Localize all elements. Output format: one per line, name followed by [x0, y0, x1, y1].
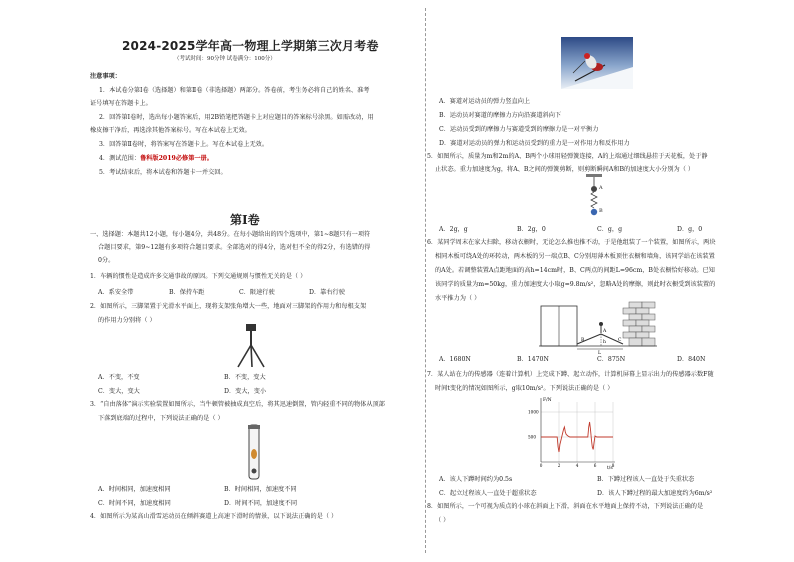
- brick-wall: [623, 302, 655, 346]
- q1-option-d: D．靠右行驶: [309, 289, 345, 296]
- q6-option-d: D．840N: [677, 356, 706, 363]
- q3-stem-1: 3．“自由落体”演示实验装置如图所示，当牛顿管被抽成真空后，将其迅速倒置，管内轻重不同的物体从顶部: [90, 401, 385, 408]
- chart-xlabel: t/s: [607, 466, 613, 471]
- test-scope: 鲁科版2019必修第一册。: [140, 155, 213, 162]
- q3-option-c: C．时间不同，加速度相同: [98, 500, 171, 507]
- notice-item-5: 5．考试结束后，将本试卷和答题卡一并交回。: [99, 169, 227, 176]
- q7-option-a: A．该人下蹲时间约为0.5s: [439, 476, 513, 483]
- q5-label-a: A: [599, 185, 603, 191]
- q1-option-c: C．限速行驶: [239, 289, 275, 296]
- q4-option-b: B．运动员对赛道的摩擦力方向沿赛道斜向下: [439, 112, 562, 119]
- page-title: 2024-2025学年高一物理上学期第三次月考卷: [122, 39, 379, 53]
- q6-line-3: 的A处。若调整装置A点距地面的高h=14cm时，B、C两点的间距L=96cm，B处衣橱恰好移动。已知: [435, 267, 715, 274]
- q2-option-b: B．不变，变大: [224, 374, 266, 381]
- notice-item-4: [99, 154, 213, 163]
- q3-option-d: D．时间不同，加速度不同: [224, 500, 298, 507]
- q6-option-c: C．875N: [597, 356, 626, 363]
- q6-label-c: C: [618, 338, 622, 343]
- q2-option-d: D．变大，变小: [224, 388, 267, 395]
- notice-heading: 注意事项：: [90, 73, 121, 80]
- q6-line-1: 6．某同学周末在家大扫除，移动衣橱时，无论怎么推也推不动，于是他组装了一个装置，如图所示，两块: [427, 239, 716, 246]
- newton-tube-figure: [244, 424, 266, 480]
- q1-option-b: B．保持车距: [169, 289, 205, 296]
- q7-option-b: B．下蹲过程该人一直处于失重状态: [597, 476, 695, 483]
- force-time-chart: [527, 394, 619, 470]
- q6-label-b: B: [581, 338, 585, 343]
- q2-option-c: C．变大，变大: [98, 388, 140, 395]
- x-tick-label: 0: [539, 463, 543, 468]
- q3-stem-2: 下落到底端的过程中，下列说法正确的是（ ）: [98, 415, 224, 422]
- q5-option-d: D．g，0: [677, 226, 703, 233]
- instructions-line-1: 一、选择题：本题共12小题，每小题4分，共48分。在每小题给出的四个选项中，第1~8题只有一项符: [90, 231, 371, 238]
- q6-line-4: 该同学的质量为m=50kg，重力加速度大小取g=9.8m/s²，忽略A处的摩擦，则此时衣橱受到该装置的: [435, 281, 716, 288]
- q3-option-a: A．时间相同，加速度相同: [98, 486, 171, 493]
- q5-option-a: A．2g，g: [439, 226, 468, 233]
- notice-item-1b: 证号填写在答题卡上。: [90, 100, 152, 107]
- q7-line-2: 时间t变化的情况如图所示，g取10m/s²。下列说法正确的是（ ）: [435, 385, 614, 392]
- right-column: [427, 0, 757, 562]
- camera-shape: [246, 324, 256, 331]
- x-tick-label: 8: [611, 463, 615, 468]
- q1-option-a: A．系安全带: [98, 289, 134, 296]
- q6-label-a: A: [603, 329, 607, 334]
- q5-line-1: 5．如图所示，质量为m和2m的A、B两个小球用轻弹簧连接，A的上端通过细线悬挂于天花板，处于静: [427, 153, 708, 160]
- coin-shape: [252, 469, 257, 474]
- skier-photo: [561, 37, 633, 89]
- notice-item-3: 3．回答第Ⅱ卷时，将答案写在答题卡上。写在本试卷上无效。: [99, 141, 269, 148]
- q2-stem-1: 2．如图所示，三脚架置于光滑水平面上，现将支架张角增大一些，地面对三脚架的作用力和每根支架: [90, 303, 367, 310]
- q8-line-1: 8．如图所示，一个可视为质点的小球在斜面上下滑，斜面在水平地面上保持不动，下列说法正确的是: [427, 503, 704, 510]
- q7-line-1: 7．某人站在力的传感器（连着计算机）上完成下蹲、起立动作，计算机屏幕上显示出力的传感器示数F随: [427, 371, 714, 378]
- notice-item-4-label: 4．测试范围：: [99, 155, 141, 162]
- x-tick-label: 6: [593, 463, 597, 468]
- q5-option-b: B．2g，0: [517, 226, 546, 233]
- q5-option-c: C．g，g: [597, 226, 623, 233]
- q2-stem-2: 的作用力分别将（ ）: [98, 317, 156, 324]
- q5-line-2: 止状态。重力加速度为g，将A、B之间的弹簧剪断，则剪断瞬间A和B的加速度大小分别为（ ）: [435, 166, 695, 173]
- q4-option-c: C．运动员受到的摩擦力与赛道受到的摩擦力是一对平衡力: [439, 126, 599, 133]
- q8-line-2: （ ）: [435, 517, 450, 524]
- q7-option-c: C．起立过程该人一直处于超重状态: [439, 490, 537, 497]
- q3-option-b: B．时间相同，加速度不同: [224, 486, 297, 493]
- q6-option-a: A．1680N: [439, 356, 471, 363]
- notice-item-2: 2．回答第Ⅰ卷时，选出每小题答案后，用2B铅笔把答题卡上对应题目的答案标号涂黑。如需改动，用: [99, 114, 374, 121]
- x-tick-label: 2: [557, 463, 561, 468]
- feather-shape: [251, 449, 257, 459]
- instructions-line-3: 0分。: [98, 257, 115, 264]
- q4-option-d: D．赛道对运动员的弹力和运动员受到的重力是一对作用力和反作用力: [439, 140, 630, 147]
- y-tick-label: 1000: [528, 409, 539, 415]
- q6-label-h: h: [603, 340, 606, 345]
- exam-subtitle: （考试时间：90分钟 试卷满分：100分）: [174, 56, 276, 62]
- instructions-line-2: 合题目要求，第9~12题有多项符合题目要求。全部选对的得4分，选对但不全的得2分，有选错的得: [98, 244, 371, 251]
- notice-item-2b: 橡皮擦干净后，再选涂其他答案标号。写在本试卷上无效。: [90, 127, 251, 134]
- notice-item-1: 1．本试卷分第Ⅰ卷（选择题）和第Ⅱ卷（非选择题）两部分。答卷前，考生务必将自己的姓名、准考: [99, 87, 370, 94]
- wardrobe-figure: [539, 300, 657, 356]
- q2-option-a: A．不变，不变: [98, 374, 140, 381]
- y-tick-label: 500: [528, 434, 536, 440]
- column-divider: [425, 8, 426, 553]
- section-heading: 第Ⅰ卷: [230, 213, 260, 227]
- left-column: [84, 0, 420, 562]
- x-tick-label: 4: [575, 463, 579, 468]
- tripod-figure: [234, 323, 268, 369]
- q6-option-b: B．1470N: [517, 356, 549, 363]
- q1-stem: 1．车辆的惯性是造成许多交通事故的原因。下列交通规则与惯性无关的是（ ）: [90, 273, 307, 280]
- q6-line-2: 相同木板可绕A处的环转动，两木板的另一端点B、C分别用薄木板顶住衣橱和墙角，该同学站在该装置: [435, 253, 715, 260]
- q7-option-d: D．该人下蹲过程的最大加速度约为6m/s²: [597, 490, 713, 497]
- q5-label-b: B: [599, 208, 603, 214]
- q6-line-5: 水平推力为（ ）: [435, 295, 481, 302]
- q4-stem: 4．如图所示为某高山滑雪运动员在倾斜赛道上高速下滑时的情景，以下说法正确的是（ ）: [90, 513, 338, 520]
- q6-label-l: L: [598, 351, 601, 356]
- q4-option-a: A．赛道对运动员的弹力竖直向上: [439, 98, 531, 105]
- chart-grid: [541, 402, 613, 462]
- chart-ylabel: F/N: [543, 398, 552, 403]
